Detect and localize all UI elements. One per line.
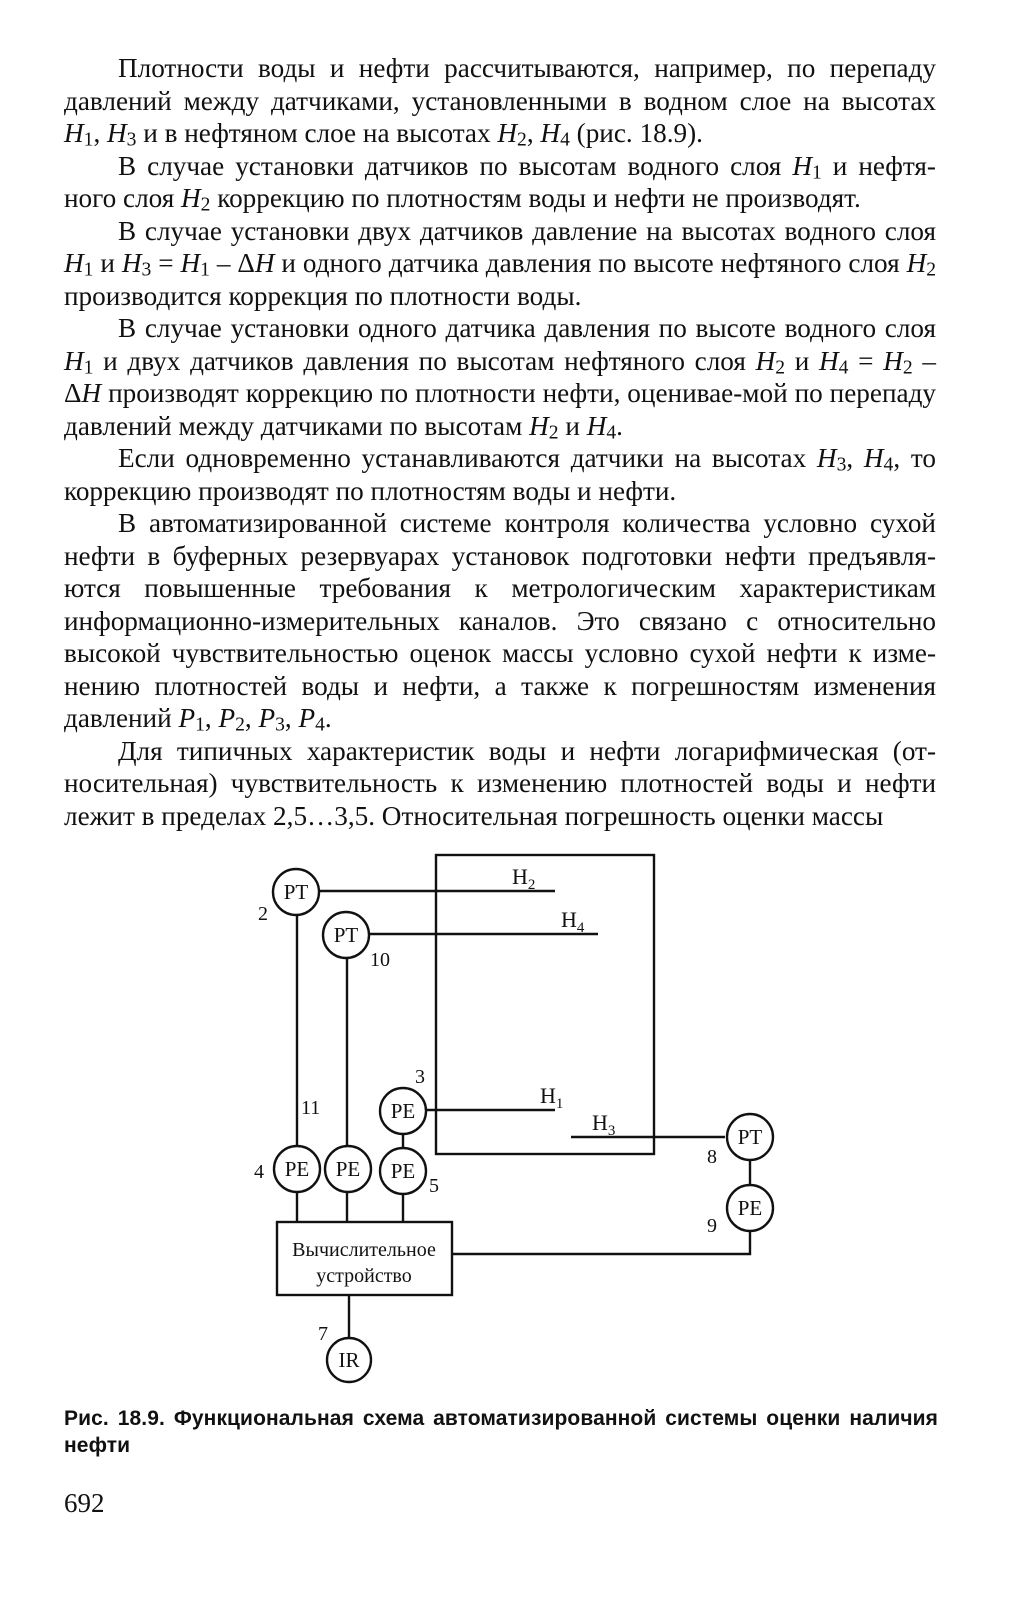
pt-8-label: PT xyxy=(737,1125,763,1149)
paragraph-3: В случае установки двух датчиков давление на высотах водного слоя $H_1$ и $H_3 = H_1 - \Delta H$ и одного датчика давления по высоте нефтяного слоя $H_2$ производится коррекция по плотности воды. xyxy=(64,215,936,311)
pe-5-label: PE xyxy=(390,1159,416,1183)
body-text xyxy=(64,52,936,832)
level-h2-label: $H_2$ xyxy=(512,864,536,893)
number-5: 5 xyxy=(429,1175,439,1197)
number-11: 11 xyxy=(301,1097,321,1119)
pt-10-label: PT xyxy=(333,923,359,947)
paragraph-6: В автоматизированной системе контроля количества условно сухой нефти в буферных резервуарах установок подготовки нефти предъявля-ются повышенные требования к метрологическим характеристикам информационно-измерительных каналов. Это связано с относительно высокой чувствительностью оценок массы условно сухой нефти к изме-нению плотностей воды и нефти, а также к погрешностям изменения давлений $P_1$, $P_2$, $P_3$, $P_4$. xyxy=(64,508,936,736)
pt-2-label: PT xyxy=(283,880,309,904)
number-10: 10 xyxy=(370,949,390,971)
paragraph-2: В случае установки датчиков по высотам водного слоя $H_1$ и нефтя-ного слоя $H_2$ коррекцию по плотностям воды и нефти не производят. xyxy=(64,150,936,216)
number-8: 8 xyxy=(707,1146,717,1168)
page-number: 692 xyxy=(64,1488,105,1518)
pe9-to-computer xyxy=(452,1231,750,1254)
paragraph-7: Для типичных характеристик воды и нефти логарифмическая (от-носительная) чувствительность к изменению плотностей воды и нефти лежит в пределах 2,5…3,5. Относительная погрешность оценки массы xyxy=(64,735,936,831)
pe-mid-label: PE xyxy=(335,1157,361,1181)
computer-label-line2: устройство xyxy=(316,1265,412,1287)
computer-label-line1: Вычислительное xyxy=(292,1239,436,1261)
paragraph-4: В случае установки одного датчика давления по высоте водного слоя $H_1$ и двух датчиков давления по высотам нефтяного слоя $H_2$ и $H_4 = H_2 - \Delta H$ производят коррекцию по плотности нефти, оценивае-мой по перепаду давлений между датчиками по высотам $H_2$ и $H_4$. xyxy=(64,313,936,444)
number-2: 2 xyxy=(258,903,268,925)
pe-4-label: PE xyxy=(284,1157,310,1181)
pe-9-label: PE xyxy=(737,1196,763,1220)
level-h1-label: $H_1$ xyxy=(540,1083,564,1112)
pe-3-label: PE xyxy=(390,1099,416,1123)
number-7: 7 xyxy=(318,1323,328,1345)
figure-caption: Рис. 18.9. Функциональная схема автоматизированной системы оценки наличия нефти xyxy=(64,1407,938,1457)
paragraph-5: Если одновременно устанавливаются датчики на высотах $H_3$, $H_4$, то коррекцию производят по плотностям воды и нефти. xyxy=(64,443,937,506)
number-3: 3 xyxy=(415,1066,425,1088)
number-4: 4 xyxy=(254,1161,264,1183)
functional-diagram xyxy=(0,840,1025,1400)
paragraph-1: Плотности воды и нефти рассчитываются, например, по перепаду давлений между датчиками, установленными в водном слое на высотах $H_1$, $H_3$ и в нефтяном слое на высотах $H_2$, $H_4$ (рис. 18.9). xyxy=(64,53,936,151)
number-9: 9 xyxy=(707,1215,717,1237)
level-h3-label: $H_3$ xyxy=(592,1110,616,1139)
level-h4-label: $H_4$ xyxy=(561,907,585,936)
ir-7-label: IR xyxy=(338,1348,360,1372)
